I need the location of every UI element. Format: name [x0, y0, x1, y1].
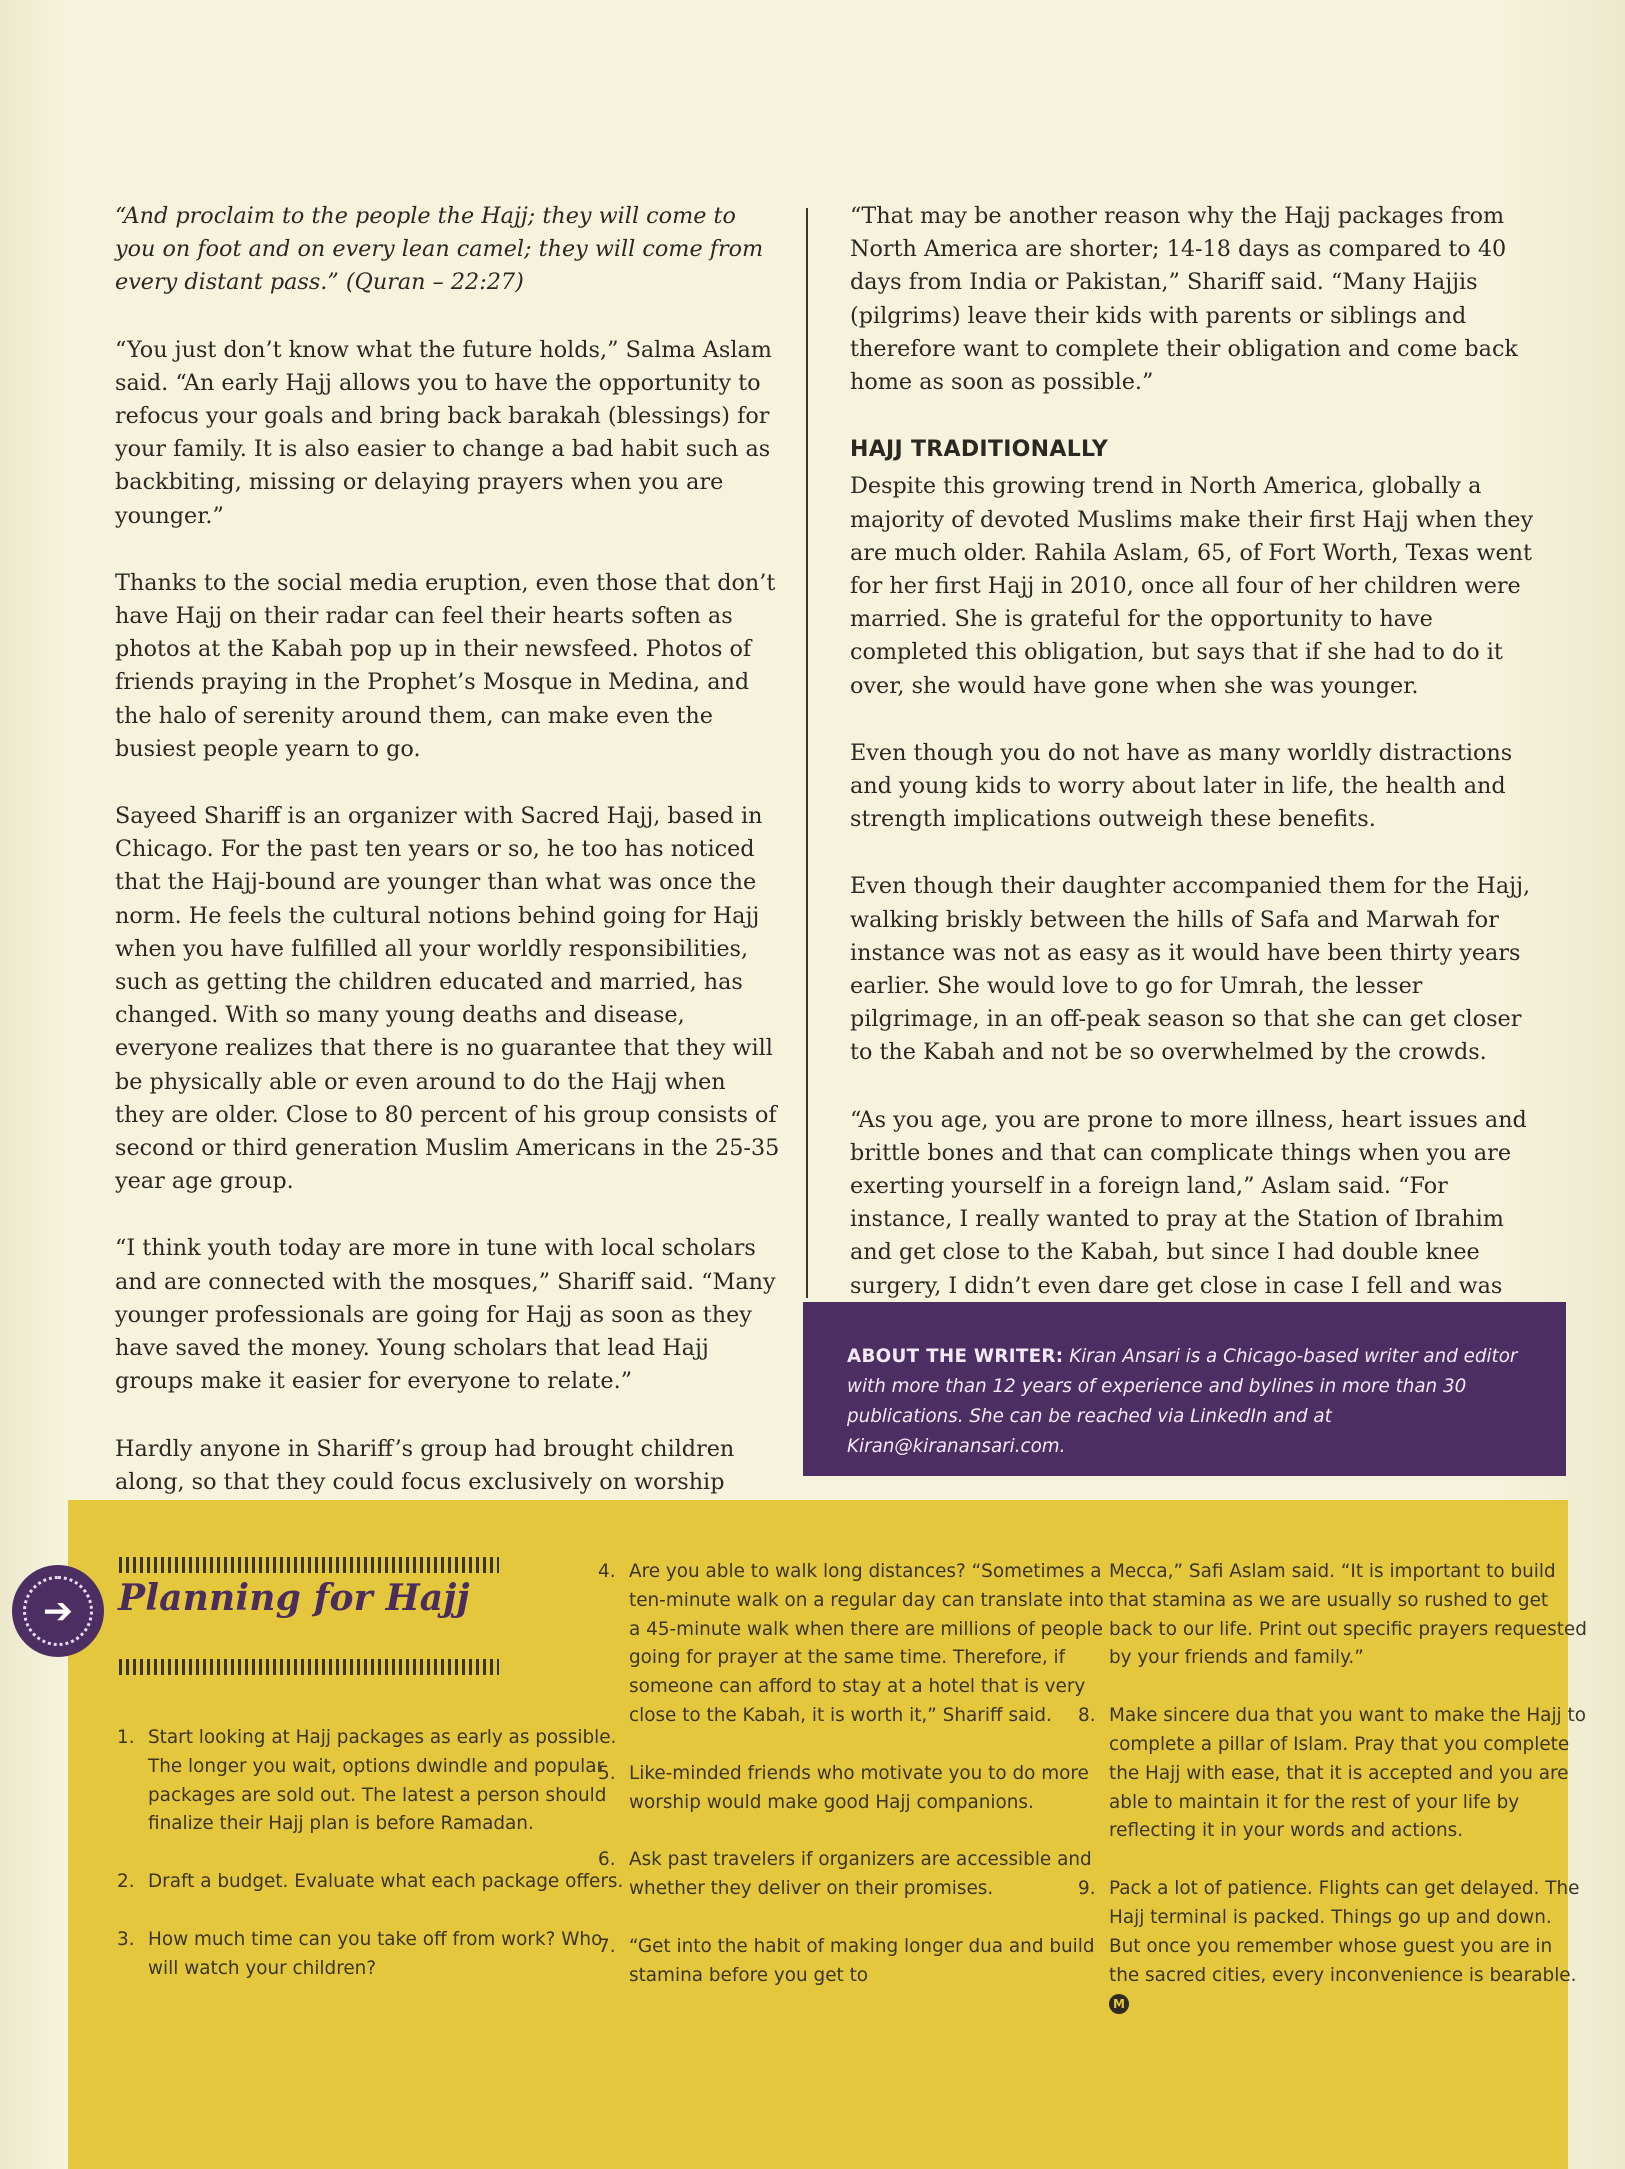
- list-item: [598, 1558, 1120, 1731]
- planning-panel: [68, 1500, 1587, 2169]
- list-item: [598, 1933, 1120, 1991]
- list-item: [598, 1846, 1120, 1904]
- list-item: [117, 1926, 637, 1984]
- about-writer-label: ABOUT THE WRITER:: [847, 1346, 1064, 1367]
- item-text: Make sincere dua that you want to make the Hajj to complete a pillar of Islam. Pray that you complete the Hajj with ease, that it is accepted and you are able to maintain it for the rest of your life by reflecting it in your words and actions.: [1109, 1705, 1586, 1842]
- item-text: Ask past travelers if organizers are accessible and whether they deliver on their promises.: [629, 1849, 1092, 1900]
- column-divider: [806, 208, 808, 1298]
- paragraph: Thanks to the social media eruption, even those that don’t have Hajj on their radar can feel their hearts soften as photos at the Kabah pop up in their newsfeed. Photos of friends praying in the Prophet’s Mosque in Medina, and the halo of serenity around them, can make even the busiest people yearn to go.: [115, 569, 776, 762]
- section-heading: HAJJ TRADITIONALLY: [850, 437, 1109, 463]
- item-text: Are you able to walk long distances? “Sometimes a ten-minute walk on a regular day can translate into a 45-minute walk when there are millions of people going for prayer at the same time. Therefore, if someone can afford to stay at a hotel that is very close to the Kabah, it is worth it,” Shariff said.: [629, 1561, 1104, 1726]
- item-number: 2.: [117, 1871, 135, 1893]
- paragraph: Even though their daughter accompanied them for the Hajj, walking briskly between the hills of Safa and Marwah for instance was not as easy as it would have been thirty years earlier. She would love to go for Umrah, the lesser pilgrimage, in an off-peak season so that she can get closer to the Kabah and not be so overwhelmed by the crowds.: [850, 873, 1531, 1066]
- list-item: [1078, 1702, 1588, 1846]
- decorative-bars: [119, 1557, 499, 1573]
- list-item: [1078, 1875, 1588, 2019]
- left-column: [115, 200, 780, 1566]
- list-item: [117, 1868, 637, 1897]
- paragraph: “You just don’t know what the future holds,” Salma Aslam said. “An early Hajj allows you to have the opportunity to refocus your goals and bring back barakah (blessings) for your family. It is also easier to change a bad habit such as backbiting, missing or delaying prayers when you are younger.”: [115, 336, 772, 529]
- item-number: 5.: [598, 1762, 616, 1784]
- paragraph: “I think youth today are more in tune with local scholars and are connected with the mosques,” Shariff said. “Many younger professionals are going for Hajj as soon as they have saved the money. Young scholars that lead Hajj groups make it easier for everyone to relate.”: [115, 1235, 776, 1395]
- item-text: How much time can you take off from work? Who will watch your children?: [148, 1928, 603, 1979]
- right-column: [850, 200, 1535, 1370]
- quran-quote: “And proclaim to the people the Hajj; they will come to you on foot and on every lean camel; they will come from every distant pass.” (Quran – 22:27): [115, 203, 764, 296]
- arrow-right-icon: [12, 1565, 104, 1657]
- item-number: 9.: [1078, 1878, 1096, 1900]
- item-number: 6.: [598, 1849, 616, 1871]
- paragraph: “That may be another reason why the Hajj packages from North America are shorter; 14-18 days as compared to 40 days from India or Pakistan,” Shariff said. “Many Hajjis (pilgrims) leave their kids with parents or siblings and therefore want to complete their obligation and come back home as soon as possible.”: [850, 203, 1518, 396]
- item-text: Mecca,” Safi Aslam said. “It is important to build that stamina as we are usually so rushed to get back to our life. Print out specific prayers requested by your friends and family.”: [1109, 1561, 1587, 1669]
- item-number: 7.: [598, 1935, 616, 1957]
- list-item: [598, 1760, 1120, 1818]
- decorative-bars: [119, 1659, 499, 1675]
- paragraph: Even though you do not have as many worldly distractions and young kids to worry about later in life, the health and strength implications outweigh these benefits.: [850, 739, 1513, 833]
- planning-list-col3: [1078, 1558, 1588, 2048]
- item-text: Start looking at Hajj packages as early as possible. The longer you wait, options dwindle and popular packages are sold out. The latest a person should finalize their Hajj plan is before Ramadan.: [148, 1727, 617, 1835]
- item-number: 8.: [1078, 1705, 1096, 1727]
- item-text: Draft a budget. Evaluate what each package offers.: [148, 1871, 624, 1893]
- item-number: 4.: [598, 1561, 616, 1582]
- about-writer-text: Kiran Ansari is a Chicago-based writer and editor with more than 12 years of experience and bylines in more than 30 publications. She can be reached via LinkedIn and at Kiran@kiranansari.com.: [847, 1346, 1518, 1457]
- item-number: 1.: [117, 1727, 135, 1748]
- end-mark-icon: M: [1109, 1994, 1129, 2014]
- planning-title: Planning for Hajj: [118, 1577, 470, 1619]
- planning-list-col1: [117, 1724, 637, 2013]
- about-writer-box: [803, 1302, 1566, 1476]
- paragraph: Despite this growing trend in North America, globally a majority of devoted Muslims make their first Hajj when they are much older. Rahila Aslam, 65, of Fort Worth, Texas went for her first Hajj in 2010, once all four of her children were married. She is grateful for the opportunity to have completed this obligation, but says that if she had to do it over, she would have gone when she was younger.: [850, 473, 1534, 699]
- arrow-glyph: ➔: [23, 1576, 93, 1646]
- paragraph: “As you age, you are prone to more illness, heart issues and brittle bones and that can complicate things when you are exerting yourself in a foreign land,” Aslam said. “For instance, I really wanted to pray at the Station of Ibrahim and get close to the Kabah, but since I had double knee surgery, I didn’t even dare get close in case I fell and was: [850, 1106, 1527, 1299]
- item-text: Like-minded friends who motivate you to do more worship would make good Hajj companions.: [629, 1762, 1089, 1813]
- item-text: Pack a lot of patience. Flights can get delayed. The Hajj terminal is packed. Things go up and down. But once you remember whose guest you are in the sacred cities, every inconvenience is bearable.: [1109, 1878, 1580, 1986]
- paragraph: Hardly anyone in Shariff’s group had brought children along, so that they could focus exclusively on worship: [115, 1435, 735, 1495]
- list-item: [117, 1724, 637, 1839]
- paragraph: Sayeed Shariff is an organizer with Sacred Hajj, based in Chicago. For the past ten years or so, he too has noticed that the Hajj-bound are younger than what was once the norm. He feels the cultural notions behind going for Hajj when you have fulfilled all your worldly responsibilities, such as getting the children educated and married, has changed. With so many young deaths and disease, everyone realizes that there is no guarantee that they will be physically able or even around to do the Hajj when they are older. Close to 80 percent of his group consists of second or third generation Muslim Americans in the 25-35 year age group.: [115, 803, 780, 1195]
- item-text: “Get into the habit of making longer dua and build stamina before you get to: [629, 1935, 1095, 1986]
- planning-list-col2: [598, 1558, 1120, 2020]
- item-number: 3.: [117, 1928, 135, 1950]
- list-item-continued: [1078, 1558, 1588, 1673]
